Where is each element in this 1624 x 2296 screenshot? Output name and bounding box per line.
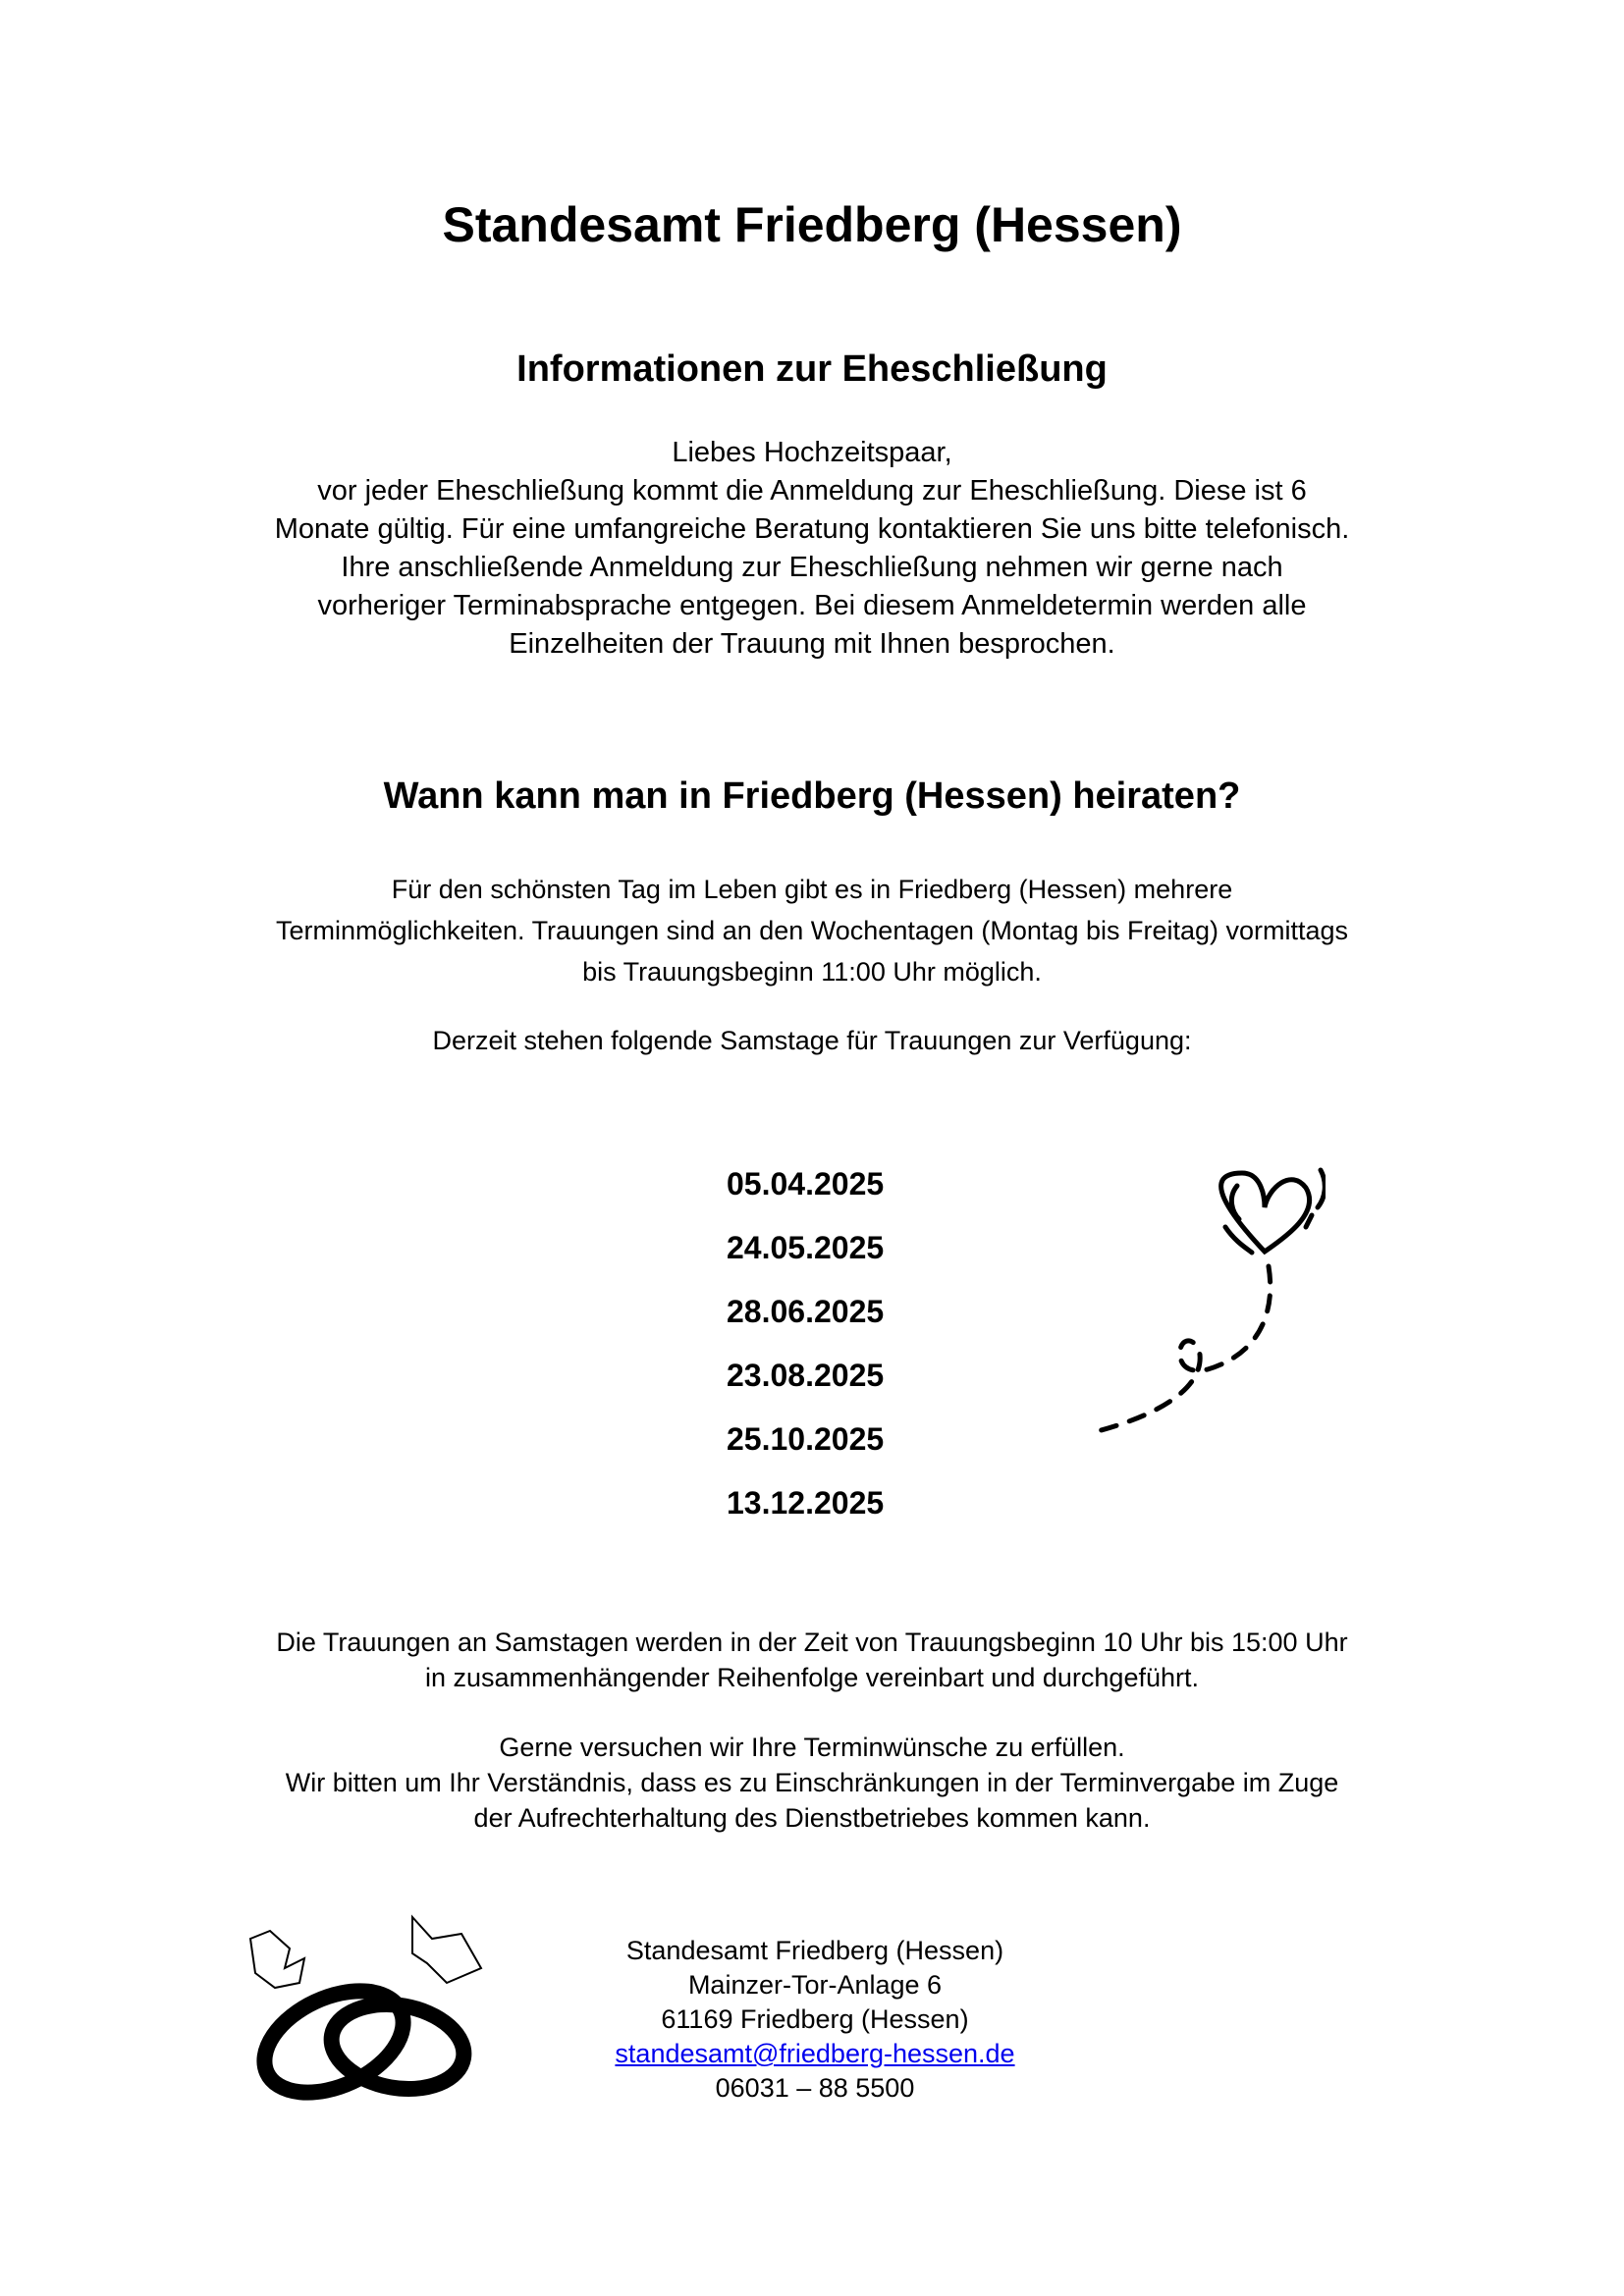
saturday-dates-list [727, 1158, 982, 1541]
intro-line: vor jeder Eheschließung kommt die Anmeldung zur Eheschließung. Diese ist 6 [317, 475, 1307, 507]
weekday-line: Für den schönsten Tag im Leben gibt es in Friedberg (Hessen) mehrere [391, 875, 1233, 904]
weekday-line: Terminmöglichkeiten. Trauungen sind an den Wochentagen (Montag bis Freitag) vormittags [275, 916, 1349, 945]
intro-line: vorheriger Terminabsprache entgegen. Bei diesem Anmeldetermin werden alle [317, 590, 1307, 621]
date-item: 05.04.2025 [727, 1166, 885, 1201]
closing-paragraph [0, 1730, 1624, 1836]
intro-line: Monate gültig. Für eine umfangreiche Beratung kontaktieren Sie uns bitte telefonisch. [274, 513, 1350, 545]
date-item: 28.06.2025 [727, 1294, 885, 1329]
date-item: 13.12.2025 [727, 1485, 885, 1521]
contact-name: Standesamt Friedberg (Hessen) [625, 1936, 1004, 1965]
dashed-heart-icon [1011, 1158, 1326, 1453]
intro-line: Ihre anschließende Anmeldung zur Eheschließung nehmen wir gerne nach [341, 552, 1283, 583]
contact-city: 61169 Friedberg (Hessen) [661, 2004, 969, 2034]
closing-line: Wir bitten um Ihr Verständnis, dass es zu Einschränkungen in der Terminvergabe im Zuge [285, 1768, 1339, 1797]
date-item: 24.05.2025 [727, 1230, 885, 1265]
closing-line: der Aufrechterhaltung des Dienstbetriebes kommen kann. [473, 1803, 1151, 1833]
weekday-line: bis Trauungsbeginn 11:00 Uhr möglich. [582, 957, 1042, 987]
subtitle: Informationen zur Eheschließung [516, 348, 1108, 390]
closing-line: Gerne versuchen wir Ihre Terminwünsche zu erfüllen. [499, 1733, 1125, 1762]
wedding-rings-doves-icon [236, 1909, 501, 2106]
saturday-line: in zusammenhängender Reihenfolge vereinbart und durchgeführt. [424, 1663, 1199, 1692]
contact-street: Mainzer-Tor-Anlage 6 [687, 1970, 943, 2000]
date-item: 23.08.2025 [727, 1358, 885, 1393]
weekday-paragraph [0, 869, 1624, 992]
section-heading: Wann kann man in Friedberg (Hessen) heiraten? [383, 775, 1241, 817]
saturday-times-paragraph [0, 1625, 1624, 1695]
saturday-line: Die Trauungen an Samstagen werden in der Zeit von Trauungsbeginn 10 Uhr bis 15:00 Uhr [276, 1628, 1348, 1657]
intro-paragraph [0, 434, 1624, 664]
page-title: Standesamt Friedberg (Hessen) [442, 197, 1182, 252]
intro-line: Einzelheiten der Trauung mit Ihnen besprochen. [509, 628, 1115, 660]
contact-phone: 06031 – 88 5500 [715, 2073, 915, 2103]
date-item: 25.10.2025 [727, 1421, 885, 1457]
contact-block [550, 1934, 1080, 2106]
intro-line: Liebes Hochzeitspaar, [672, 437, 952, 468]
email-link[interactable]: standesamt@friedberg-hessen.de [615, 2039, 1015, 2068]
available-intro: Derzeit stehen folgende Samstage für Trauungen zur Verfügung: [432, 1026, 1192, 1055]
